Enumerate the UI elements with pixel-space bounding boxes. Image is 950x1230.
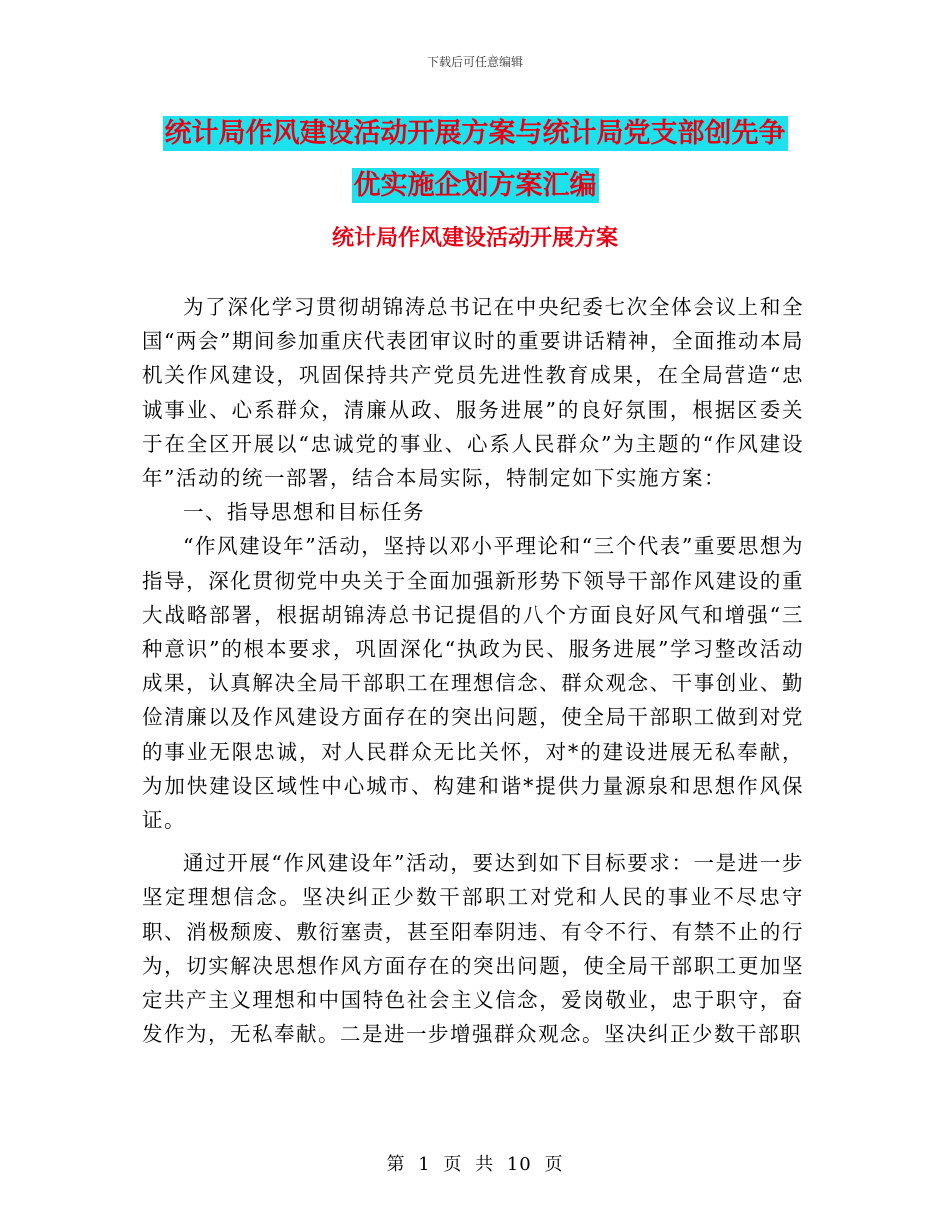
goals-paragraph: 通过开展“作风建设年”活动，要达到如下目标要求：一是进一步坚定理想信念。坚决纠正少数干部职工对党和人民的事业不尽忠守职、消极颓废、敷衍塞责，甚至阳奉阴违、有令不行、有禁不止的行为，切实解决思想作风方面存在的突出问题，使全局干部职工更加坚定共产主义理想和中国特色社会主义信念，爱岗敬业，忠于职守，奋发作为，无私奉献。二是进一步增强群众观念。坚决纠正少数干部职 bbox=[142, 851, 804, 1047]
guiding-ideology-paragraph: “作风建设年”活动，坚持以邓小平理论和“三个代表”重要思想为指导，深化贯彻党中央关于全面加强新形势下领导干部作风建设的重大战略部署，根据胡锦涛总书记提倡的八个方面良好风气和增强“三种意识”的根本要求，巩固深化“执政为民、服务进展”学习整改活动成果，认真解决全局干部职工在理想信念、群众观念、干事创业、勤俭清廉以及作风建设方面存在的突出问题，使全局干部职工做到对党的事业无限忠诚，对人民群众无比关怀，对*的建设进展无私奉献，为加快建设区域性中心城市、构建和谐*提供力量源泉和思想作风保证。 bbox=[142, 534, 804, 833]
page-header-note: 下载后可任意编辑 bbox=[426, 55, 523, 69]
document-title-line-2: 优实施企划方案汇编 bbox=[353, 170, 597, 201]
section-title: 统计局作风建设活动开展方案 bbox=[331, 226, 618, 251]
section-heading-guiding-ideology: 一、指导思想和目标任务 bbox=[183, 500, 425, 525]
document-body bbox=[142, 290, 804, 1051]
page-number: 第 1 页 共 10 页 bbox=[386, 1154, 564, 1175]
document-title-line-1: 统计局作风建设活动开展方案与统计局党支部创先争 bbox=[164, 118, 786, 149]
document-title bbox=[0, 108, 950, 212]
intro-paragraph: 为了深化学习贯彻胡锦涛总书记在中央纪委七次全体会议上和全国“两会”期间参加重庆代表团审议时的重要讲话精神，全面推动本局机关作风建设，巩固保持共产党员先进性教育成果，在全局营造“忠诚事业、心系群众，清廉从政、服务进展”的良好氛围，根据区委关于在全区开展以“忠诚党的事业、心系人民群众”为主题的“作风建设年”活动的统一部署，结合本局实际，特制定如下实施方案： bbox=[142, 295, 804, 491]
